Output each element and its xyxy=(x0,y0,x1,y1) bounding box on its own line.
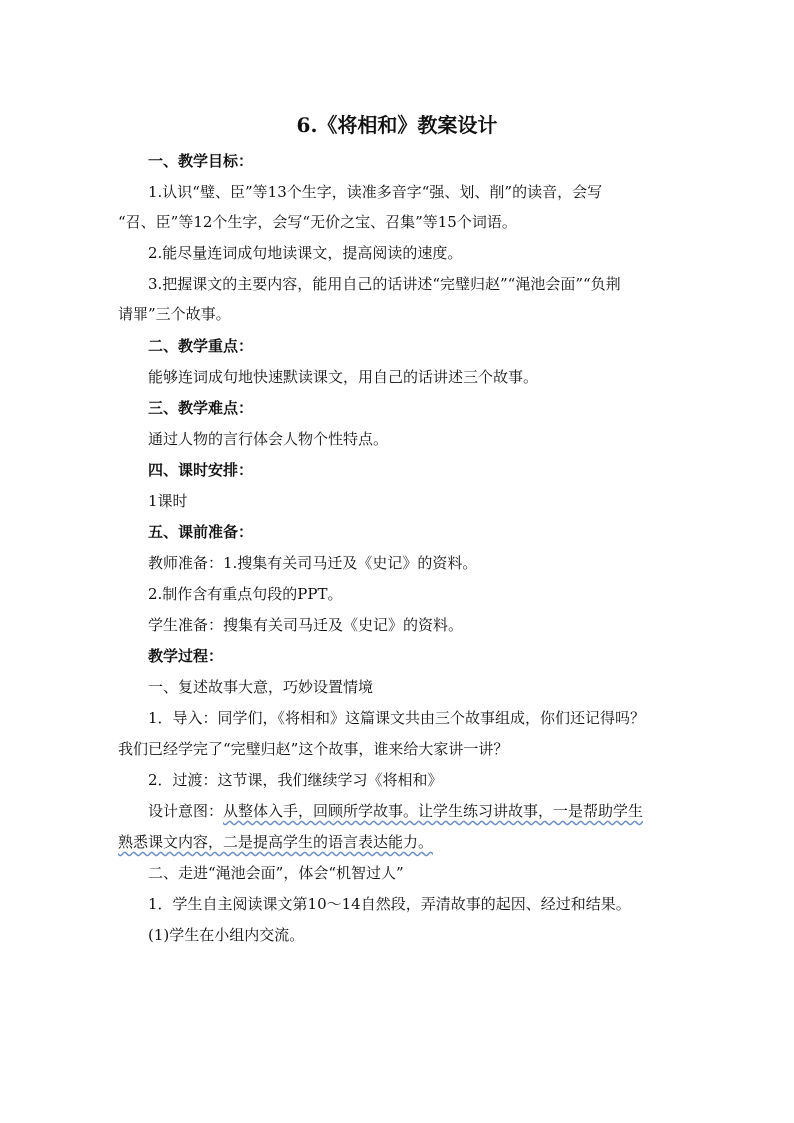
teacher-prep-1: 教师准备：1.搜集有关司马迁及《史记》的资料。 xyxy=(148,554,478,572)
teacher-prep-2: 2.制作含有重点句段的PPT。 xyxy=(148,585,343,603)
step-2-heading: 二、走进“渑池会面”，体会“机智过人” xyxy=(148,864,404,882)
heading-schedule: 四、课时安排： xyxy=(148,461,254,479)
objective-3-line-1: 3.把握课文的主要内容，能用自己的话讲述“完璧归赵”“渑池会面”“负荆 xyxy=(148,275,621,293)
heading-preparation: 五、课前准备： xyxy=(148,523,254,541)
key-points-text: 能够连词成句地快速默读课文，用自己的话讲述三个故事。 xyxy=(148,368,539,386)
difficulties-text: 通过人物的言行体会人物个性特点。 xyxy=(148,430,389,448)
document-title: 6.《将相和》教案设计 xyxy=(296,113,498,137)
design-intent-text-2: 熟悉课文内容，二是提高学生的语言表达能力。 xyxy=(118,833,434,851)
heading-key-points: 二、教学重点： xyxy=(148,337,254,355)
design-intent-text-1: 从整体入手，回顾所学故事。让学生练习讲故事，一是帮助学生 xyxy=(223,802,644,820)
step-1-item-1-line-1: 1．导入：同学们，《将相和》这篇课文共由三个故事组成，你们还记得吗？ xyxy=(148,709,646,727)
design-intent-line-2 xyxy=(118,832,433,852)
schedule-text: 1课时 xyxy=(148,492,188,510)
design-intent-label: 设计意图： xyxy=(148,802,224,820)
step-1-item-2: 2．过渡：这节课，我们继续学习《将相和》 xyxy=(148,771,443,789)
step-1-heading: 一、复述故事大意，巧妙设置情境 xyxy=(148,678,374,696)
student-prep: 学生准备：搜集有关司马迁及《史记》的资料。 xyxy=(148,616,464,634)
heading-process: 教学过程： xyxy=(148,647,224,665)
heading-objectives: 一、教学目标： xyxy=(148,152,254,170)
step-2-item-1: 1．学生自主阅读课文第10～14自然段，弄清故事的起因、经过和结果。 xyxy=(148,895,631,913)
objective-1-line-2: “召、臣”等12个生字，会写“无价之宝、召集”等15个词语。 xyxy=(118,213,517,231)
design-intent-line-1 xyxy=(148,801,643,821)
objective-2: 2.能尽量连词成句地读课文，提高阅读的速度。 xyxy=(148,244,463,262)
heading-difficulties: 三、教学难点： xyxy=(148,399,254,417)
objective-1-line-1: 1.认识“璧、臣”等13个生字，读准多音字“强、划、削”的读音，会写 xyxy=(148,183,603,201)
step-2-item-1a: (1)学生在小组内交流。 xyxy=(148,926,305,944)
step-1-item-1-line-2: 我们已经学完了“完璧归赵”这个故事，谁来给大家讲一讲？ xyxy=(118,740,509,758)
objective-3-line-2: 请罪”三个故事。 xyxy=(118,305,231,323)
